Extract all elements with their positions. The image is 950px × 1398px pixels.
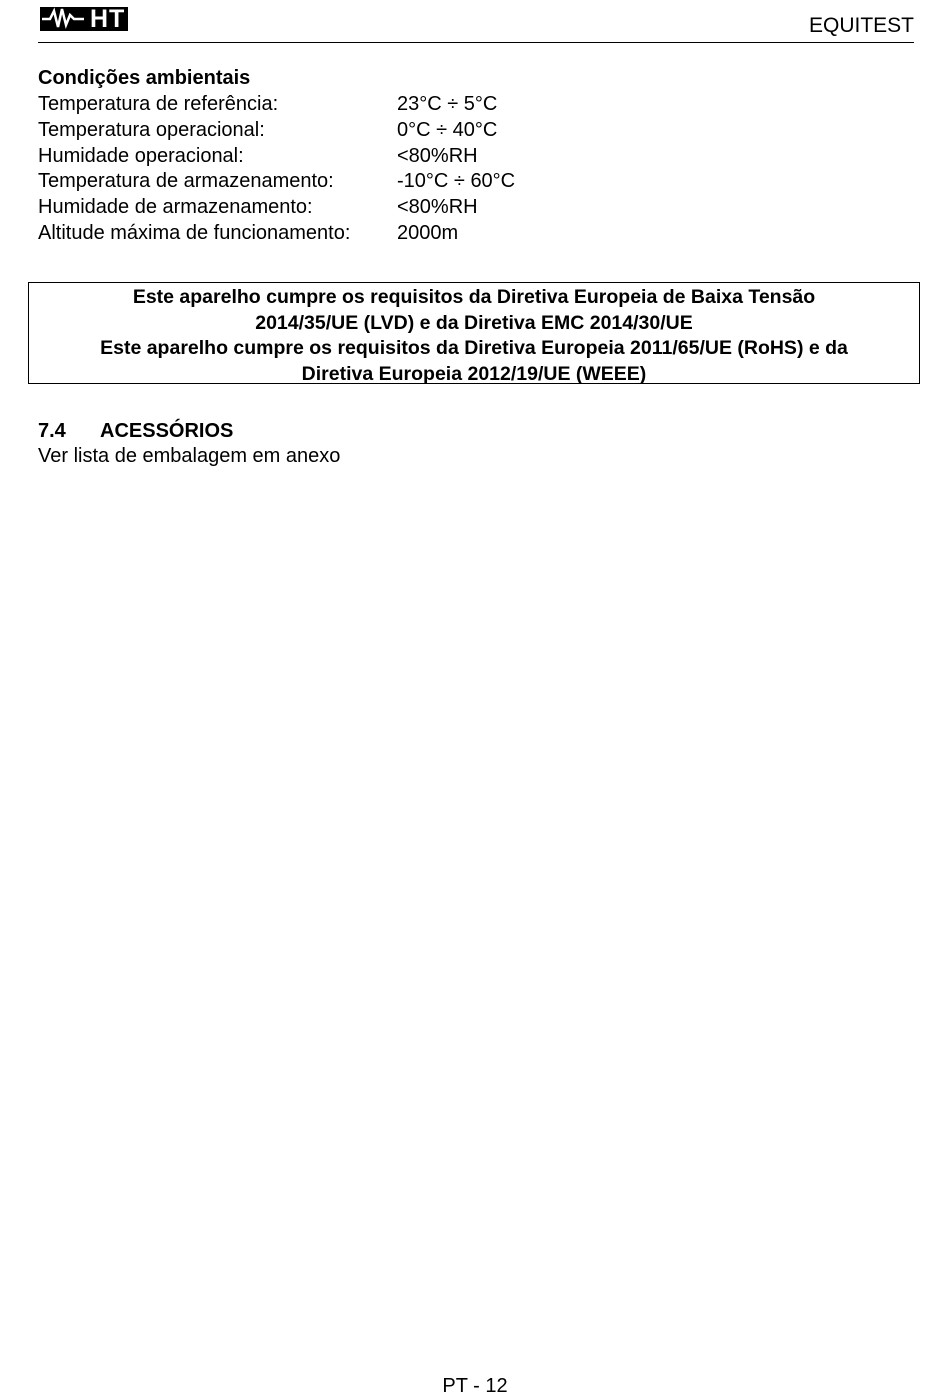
row-label: Altitude máxima de funcionamento: (38, 221, 351, 244)
row-label: Humidade de armazenamento: (38, 196, 313, 219)
environment-table (38, 92, 515, 247)
table-row (38, 92, 515, 118)
logo-text: HT (90, 5, 126, 33)
notice-line: Este aparelho cumpre os requisitos da Diretiva Europeia 2011/65/UE (RoHS) e da (100, 337, 848, 359)
row-value: <80%RH (397, 196, 478, 219)
notice-line: Este aparelho cumpre os requisitos da Diretiva Europeia de Baixa Tensão (132, 286, 816, 308)
row-value: -10°C ÷ 60°C (397, 170, 516, 193)
ht-logo (40, 3, 132, 35)
section-number: 7.4 (38, 420, 66, 442)
row-label: Temperatura de referência: (38, 93, 279, 115)
page-number: PT - 12 (442, 1375, 508, 1397)
lightning-icon (40, 3, 88, 33)
row-value: 23°C ÷ 5°C (397, 93, 498, 115)
page-header (38, 0, 914, 43)
document-title: EQUITEST (808, 14, 914, 37)
table-row (38, 195, 515, 221)
accessories-heading (38, 420, 233, 443)
compliance-notice-box (28, 282, 920, 384)
section-heading: Condições ambientais (38, 67, 251, 89)
table-row (38, 144, 515, 170)
table-row (38, 118, 515, 144)
table-row (38, 221, 515, 247)
table-row (38, 169, 515, 195)
row-value: 2000m (397, 221, 459, 244)
notice-line: Diretiva Europeia 2012/19/UE (WEEE) (301, 362, 647, 385)
notice-line: 2014/35/UE (LVD) e da Diretiva EMC 2014/30/UE (255, 311, 693, 334)
row-label: Humidade operacional: (38, 144, 244, 167)
row-value: 0°C ÷ 40°C (397, 118, 498, 141)
row-label: Temperatura de armazenamento: (38, 170, 334, 193)
section-title: ACESSÓRIOS (100, 420, 234, 442)
accessories-text: Ver lista de embalagem em anexo (38, 445, 341, 467)
row-label: Temperatura operacional: (38, 118, 265, 141)
row-value: <80%RH (397, 144, 478, 167)
